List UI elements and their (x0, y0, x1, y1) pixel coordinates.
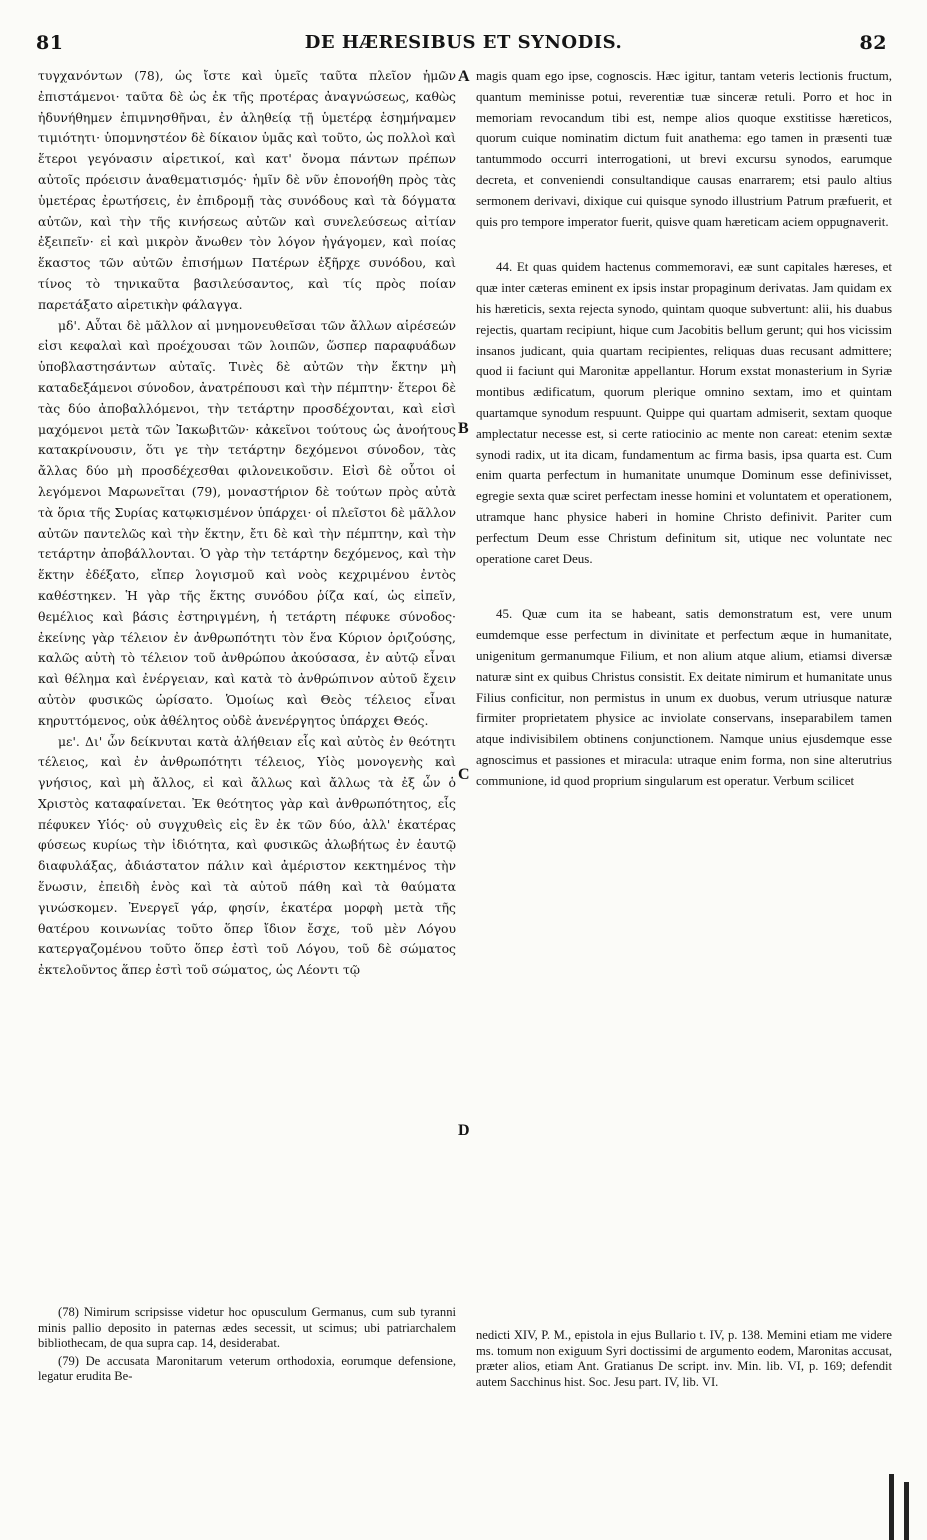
footnotes-left (38, 1305, 456, 1385)
greek-paragraph-45: με'. Δι' ὧν δείκνυται κατὰ ἀλήθειαν εἷς καὶ αὐτὸς ἐν θεότητι τέλειος, καὶ ἐν ἀνθρωπότητι τέλειος, Υἱὸς μονογενὴς καὶ γνήσιος, καὶ μὴ ἄλλος, εἰ καὶ ἄλλως καὶ ἄλλως τὰ ἐξ ὧν ὁ Χριστὸς καταφαίνεται. Ἐκ θεότητος γὰρ καὶ ἀνθρωπότητος, εἷς πέφυκεν Υἱός· οὐ συγχυθεὶς εἰς ἓν ἐκ τῶν δύο, ἀλλ' ἑκατέρας φύσεως κυρίως τὴν ἰδιότητα, καὶ φυσικῶς ἀλωβήτως ἐν ἑαυτῷ διαφυλάξας, ἀδιάστατον πάλιν καὶ ἀμέριστον κεκτημένος τὴν ἕνωσιν, ἐπειδὴ ἑνὸς καὶ τὰ αὐτοῦ πάθη καὶ τὰ θαύματα γινώσκομεν. Ἐνεργεῖ γάρ, φησίν, ἑκατέρα μορφὴ μετὰ τῆς θατέρου κοινωνίας τοῦτο ὅπερ ἴδιον ἔσχε, τοῦ μὲν Λόγου κατεργαζομένου τοῦτο ὅπερ ἐστὶ τοῦ Λόγου, τοῦ δὲ σώματος ἐκτελοῦντος ἅπερ ἐστὶ τοῦ σώματος, ὡς Λέοντι τῷ (38, 733, 456, 978)
greek-column (38, 66, 456, 981)
scan-artifact (904, 1482, 909, 1540)
paragraph-gap (476, 232, 892, 257)
footnote-79-continued: nedicti XIV, P. M., epistola in ejus Bullario t. IV, p. 138. Memini etiam me videre ms. tomum non exiguum Syri doctissimi de argumento eodem, Maronitas accusat, præter alios, etiam Ant. Gratianus De script. inv. Min. lib. VI, p. 169; defendit autem Sacchinus hist. Soc. Jesu part. IV, lib. VI. (476, 1328, 892, 1389)
running-title: DE HÆRESIBUS ET SYNODIS. (304, 32, 623, 53)
margin-letter-c: C (458, 766, 470, 783)
latin-paragraph-1: magis quam ego ipse, cognoscis. Hæc igitur, tantam veteris lectionis fructum, quantum meminisse potui, reverentiæ tuæ sinceræ retuli. Porro et hoc in memoriam revocandum tibi est, nempe alios quoque exstitisse hæreticos, quorum cuique nominatim dictum fuit anathema: ego tamen in præsenti tuæ tantummodo occurri interrogationi, ut brevi excursu synodos, earumque decreta, et conveniendi consultandique causas enarrarem; etsi paulo altius sermonem derivavi, dixique cui quisque synodo illustrium Patrum præfuerit, et quis pro tempore imperator fuerit, quisve quam hæreticam aciem oppugnaverit. (476, 68, 892, 229)
scan-artifact (889, 1474, 894, 1540)
footnotes-right (476, 1328, 892, 1390)
margin-letter-b: B (458, 420, 469, 437)
right-page-number: 82 (859, 32, 887, 54)
footnote-79: (79) De accusata Maronitarum veterum orthodoxia, eorumque defensione, legatur erudita Be- (38, 1353, 456, 1384)
margin-letter-a: A (458, 68, 470, 85)
greek-paragraph-1: τυγχανόντων (78), ὡς ἴστε καὶ ὑμεῖς ταῦτα πλεῖον ἡμῶν ἐπιστάμενοι· ταῦτα δὲ ὡς ἐκ τῆς προτέρας ἀναγνώσεως, καθὼς ἠδυνήθημεν ἐπιμνησθῆναι, ἐν ἀληθείᾳ τῇ ὑμετέρᾳ ἐσημήναμεν τιμιότητι· ὑπομνηστέον δὲ δίκαιον ὑμᾶς καὶ τοῦτο, ὡς πολλοὶ καὶ ἕτεροι γεγόνασιν αἱρετικοί, καὶ κατ' ὄνομα πάντων πρέπων αὐτοῖς πρόεισιν ἀναθεματισμός· ἡμῖν δὲ νῦν ἐπονοήθη πρὸς τὰς ὑμετέρας ἐρωτήσεις, ἐν ἐπιδρομῇ τὰς συνόδους καὶ τὰ δόγματα αὐτῶν, καὶ τὴν τῆς κινήσεως αὐτῶν καὶ συνελεύσεως αἰτίαν ἐξειπεῖν· εἰ καὶ μικρὸν ἄνωθεν τὸν λόγον ἠγάγομεν, καὶ ποίας ἕκαστος τῶν αὐτῶν ἐπισήμων Πατέρων ἐξῆρχε συνόδου, καὶ τίνος τὸ τηνικαῦτα βασιλεύσαντος, καὶ τίς πρὸς ποίαν παρετάξατο αἱρετικὴν φάλαγγα. (38, 68, 456, 312)
margin-letter-d: D (458, 1122, 470, 1139)
left-page-number: 81 (36, 32, 64, 54)
paragraph-gap (476, 569, 892, 604)
latin-column (476, 66, 892, 792)
greek-paragraph-44: μδ'. Αὗται δὲ μᾶλλον αἱ μνημονευθεῖσαι τῶν ἄλλων αἱρέσεών εἰσι κεφαλαὶ καὶ προέχουσαι τῶν λοιπῶν, ὥσπερ παραφυάδων ὑποβλαστησάντων αὐταῖς. Τινὲς δὲ αὐτῶν τὴν ἕκτην μὴ καταδεξάμενοι σύνοδον, ἀνατρέπουσι καὶ τὴν πέμπτην· ἕτεροι δὲ τὰς δύο ἀποβαλλόμενοι, τὴν τετάρτην προσδέχονται, καὶ εἰσὶ μαχόμενοι μετὰ τῶν Ἰακωβιτῶν· κἀκεῖνοι τούτους ὡς ἀνοήτους κατακρίνουσιν, ὅτι γε τὴν τετάρτην δεχόμενοι σύνοδον, τὰς ἄλλας δύο μὴ προσδέχεσθαι φιλονεικοῦσιν. Εἰσὶ δὲ οὗτοι οἱ λεγόμενοι Μαρωνεῖται (79), μοναστήριον δὲ τούτων πρὸς αὐτὰ τὰ ὅρια τῆς Συρίας κατῳκισμένον ὑπάρχει· οἱ πλεῖστοι δὲ μᾶλλον αὐτῶν παντελῶς καὶ τὴν ἕκτην, ἔτι δὲ καὶ τὴν πέμπτην, καὶ τὴν τετάρτην ἀποβάλλονται. Ὁ γὰρ τὴν τετάρτην δεχόμενος, καὶ τὴν ἕκτην ἐδέξατο, εἴπερ λογισμοῦ καὶ νοὸς κεχριμένου ἐντὸς καθέστηκεν. Ἡ γὰρ τῆς ἕκτης συνόδου ῥίζα καί, ὡς εἰπεῖν, θεμέλιος καὶ βάσις ἐστηριγμένη, ἡ τετάρτη πέφυκε σύνοδος· ἐκείνης γὰρ τέλειον ἐν ἀνθρωπότητι τὸν ἕνα Κύριον ὁριζούσης, καλῶς αὐτὴ τὸ τέλειον τοῦ ἀνθρώπου ἀκούσασα, ἐν αὐτῷ εἶναι καὶ θέλημα καὶ ἐνέργειαν, καὶ κατὰ τὸ ἀνθρώπινον αὐτοῦ ἔχειν αὐτὸν φυσικῶς ὡρίσατο. Ὁμοίως καὶ Θεὸς τέλειος εἶναι κηρυττόμενος, οὐκ ἀθέλητος οὐδὲ ἀνενέργητος ὑπάρχει Θεός. (38, 317, 456, 728)
latin-paragraph-45: 45. Quæ cum ita se habeant, satis demonstratum est, vere unum eumdemque esse perfectum in divinitate et perfectum æque in humanitate, unigenitum germanumque Filium, et non alium atque alium, etiamsi diversæ naturæ sint ex quibus Christus consistit. Ex deitate nimirum et humanitate unus Filius conficitur, non permistus in unum ex duobus, verum utriusque naturæ firmiter proprietatem physice ac inviolate conservans, inseparabilem tamen atque indivisibilem obtinens conjunctionem. Namque unius ejusdemque esse agnoscimus et passiones et miracula: utraque enim forma, non sine alterutrius communione, id quod proprium singularum est operatur. Verbum scilicet (476, 606, 892, 788)
footnote-78: (78) Nimirum scripsisse videtur hoc opusculum Germanus, cum sub tyranni minis pallio deposito in paternas ædes secessit, ut scimus; ubi patriarchalem bibliothecam, de qua supra cap. 14, desiderabat. (38, 1305, 456, 1351)
latin-paragraph-44: 44. Et quas quidem hactenus commemoravi, eæ sunt capitales hæreses, et quæ inter cæteras eminent ex ipsis instar propaginum derivatas. Jam quidam ex his hæreticis, sexta rejecta synodo, quintam quoque subvertunt: alii, his duabus rejectis, quartam recipiunt, hique cum Jacobitis bellum gerunt; qui hos vicissim insanos judicant, quia quartam recipientes, reliquas duas recusant admittere; quod ii faciunt qui Maronitæ appellantur. Horum exstat monasterium in Syriæ montibus ædificatum, quorum plerique omnino sextam, imo et quintam quartamque synodum respuunt. Quippe qui quartam admiserit, sextam quoque amplectatur necesse est, si certe ratiocinio ac mente non careat: etenim sextæ synodi radix, ut ita dicam, fundamentum ac firma basis, ipsa quarta est. Cum enim quarta perfectum in humanitate unumque Dominum esse definivisset, egregie sexta quæ sciret perfectam inesse homini et voluntatem et operationem, utramque hanc physice haberi in homine Christo definivit. Pariter cum perfectum Deum esse Christum definitum sit, utique nec voluntate nec operatione caret Deus. (476, 259, 892, 566)
